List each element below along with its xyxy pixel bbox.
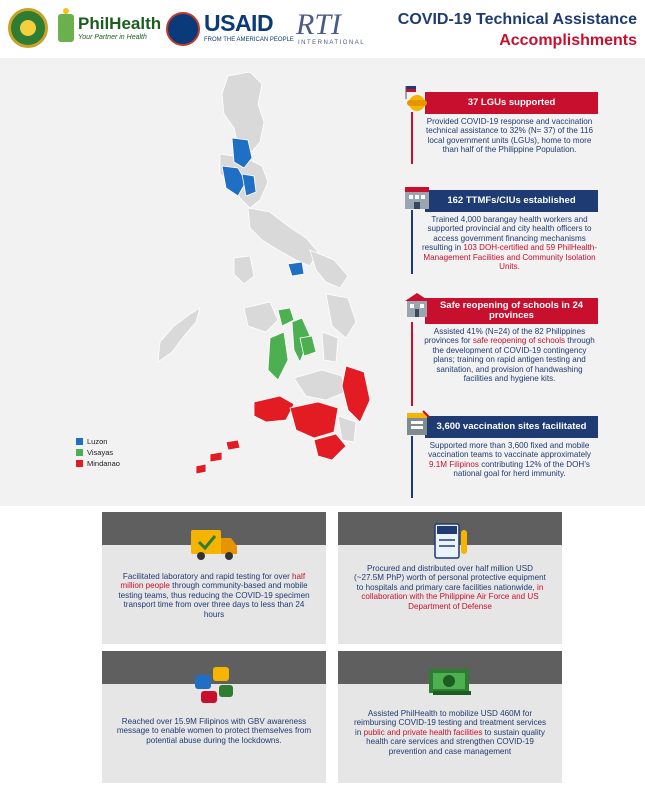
section-banner: 3,600 vaccination sites facilitated xyxy=(425,416,598,438)
section-schools xyxy=(403,298,598,406)
section-text xyxy=(421,215,598,272)
map-region-mindanao-north xyxy=(294,370,346,400)
card-philhealth xyxy=(338,651,562,783)
section-text xyxy=(421,117,598,155)
map-province-sulu-3 xyxy=(196,464,206,474)
card-text-main: Procured and distributed over half million USD (~27.5M PhP) worth of personal protective equipment to hospitals and primary care facilities nationwide, xyxy=(354,564,546,592)
section-divider xyxy=(411,112,413,164)
section-banner: 162 TTMFs/CIUs established xyxy=(425,190,598,212)
money-bills-icon xyxy=(423,663,477,707)
section-divider xyxy=(411,436,413,498)
rti-tagline: INTERNATIONAL xyxy=(298,40,366,46)
section-text-highlight: 9.1M Filipinos xyxy=(429,459,479,469)
card-text-main: Facilitated laboratory and rapid testing for over xyxy=(122,572,293,581)
section-text-main: Supported more than 3,600 fixed and mobile vaccination teams to vaccinate approximately xyxy=(428,441,591,460)
delivery-truck-icon xyxy=(187,522,241,566)
legend-item-visayas xyxy=(76,447,120,458)
school-building-icon xyxy=(403,291,431,321)
card-text xyxy=(116,572,312,619)
pcr-test-kit-icon xyxy=(423,520,477,564)
section-vaccination xyxy=(403,416,598,498)
legend-label-luzon: Luzon xyxy=(87,437,108,446)
card-text xyxy=(352,564,548,611)
legend-item-luzon xyxy=(76,436,120,447)
card-text-tail: to sustain quality health care services and strengthen COVID-19 prevention and case management xyxy=(366,727,545,756)
map-region-luzon-south xyxy=(248,208,318,266)
philhealth-logo xyxy=(58,10,162,50)
section-divider xyxy=(411,210,413,274)
legend-label-visayas: Visayas xyxy=(87,448,114,457)
section-banner: 37 LGUs supported xyxy=(425,92,598,114)
section-ttmfs xyxy=(403,190,598,274)
usaid-logo xyxy=(166,10,294,50)
map-region-mindoro xyxy=(234,256,254,284)
map-province-mindanao-east xyxy=(342,366,370,422)
map-province-luzon-4 xyxy=(288,262,304,276)
doh-seal-logo xyxy=(8,8,48,48)
legend-swatch-mindanao xyxy=(76,460,83,467)
map-region-palawan xyxy=(158,308,200,362)
map-region-visayas-samar xyxy=(326,294,356,338)
card-text-main: Assisted PhilHealth to mobilize USD 460M for reimbursing COVID-19 testing and treatment services in xyxy=(353,709,547,737)
card-testing xyxy=(102,512,326,644)
rti-logo xyxy=(296,8,372,50)
map-province-visayas-negros xyxy=(268,332,288,380)
section-text-tail: through the development of COVID-19 contingency plans; training on rapid antigen testing and sanitation, and provision of handwashing facilities and hygiene kits. xyxy=(432,336,595,384)
card-text-highlight: in collaboration with the Philippine Air Force and US Department of Defense xyxy=(361,582,544,611)
map-region-visayas-panay xyxy=(244,302,278,332)
legend-swatch-luzon xyxy=(76,438,83,445)
map-region-mindanao-davao xyxy=(338,416,356,442)
health-facility-icon xyxy=(403,183,431,213)
usaid-seal-icon xyxy=(166,12,200,46)
map-province-mindanao-central xyxy=(290,402,338,438)
section-text-main: Trained 4,000 barangay health workers and supported provincial and city health officers to access government financing mechanisms resulting in xyxy=(421,215,592,253)
map-legend xyxy=(76,436,120,469)
section-lgus xyxy=(403,92,598,164)
section-text xyxy=(421,441,598,479)
section-text-highlight: safe reopening of schools xyxy=(472,336,566,346)
legend-label-mindanao: Mindanao xyxy=(87,459,120,468)
map-province-visayas-panay-e xyxy=(278,308,294,326)
map-province-mindanao-west xyxy=(254,396,294,422)
map-province-sulu-2 xyxy=(210,452,222,462)
card-text-tail: through community-based and mobile testing teams, thus reducing the COVID-19 specimen transport time from over three days to less than 24 hours xyxy=(118,581,310,619)
vaccination-site-icon xyxy=(403,409,431,439)
philhealth-mark-icon xyxy=(58,14,74,42)
section-text xyxy=(421,327,598,384)
card-text xyxy=(116,717,312,745)
philhealth-tagline: Your Partner in Health xyxy=(78,34,147,41)
social-media-icon xyxy=(187,663,241,707)
handshake-flag-icon xyxy=(403,85,431,115)
page-title: COVID-19 Technical Assistance xyxy=(397,11,637,28)
map-region-bicol xyxy=(310,250,348,288)
usaid-tagline: FROM THE AMERICAN PEOPLE xyxy=(204,37,294,43)
card-text-highlight: half million people xyxy=(120,572,306,591)
philhealth-name: PhilHealth xyxy=(78,14,162,33)
card-ppe xyxy=(338,512,562,644)
card-gbv xyxy=(102,651,326,783)
map-province-mindanao-south xyxy=(314,434,346,460)
card-text-main: Reached over 15.9M Filipinos with GBV awareness message to enable women to protect themselves from potential abuse during the lockdowns. xyxy=(116,717,312,745)
map-region-visayas-leyte xyxy=(322,332,338,362)
page-subtitle: Accomplishments xyxy=(499,32,637,49)
usaid-name: USAID xyxy=(204,10,274,36)
section-divider xyxy=(411,322,413,406)
section-banner: Safe reopening of schools in 24 provinces xyxy=(425,298,598,324)
card-text xyxy=(352,709,548,756)
map-province-sulu-1 xyxy=(226,440,240,450)
rti-name: RTI xyxy=(296,8,341,41)
section-text-main: Assisted 41% (N=24) of the 82 Philippines provinces for xyxy=(424,327,586,346)
section-text-highlight: 103 DOH-certified and 59 PhilHealth-Management Facilities and Community Isolation Units. xyxy=(423,243,597,272)
legend-item-mindanao xyxy=(76,458,120,469)
card-text-highlight: public and private health facilities xyxy=(363,727,483,737)
philippines-map xyxy=(150,70,385,495)
page-header xyxy=(0,0,645,58)
legend-swatch-visayas xyxy=(76,449,83,456)
section-text-main: Provided COVID-19 response and vaccination technical assistance to 32% (N= 37) of the 116 local government units (LGUs), home to more than half of the Philippine Population. xyxy=(426,117,593,155)
section-text-tail: contributing 12% of the DOH’s national goal for herd immunity. xyxy=(453,459,590,479)
